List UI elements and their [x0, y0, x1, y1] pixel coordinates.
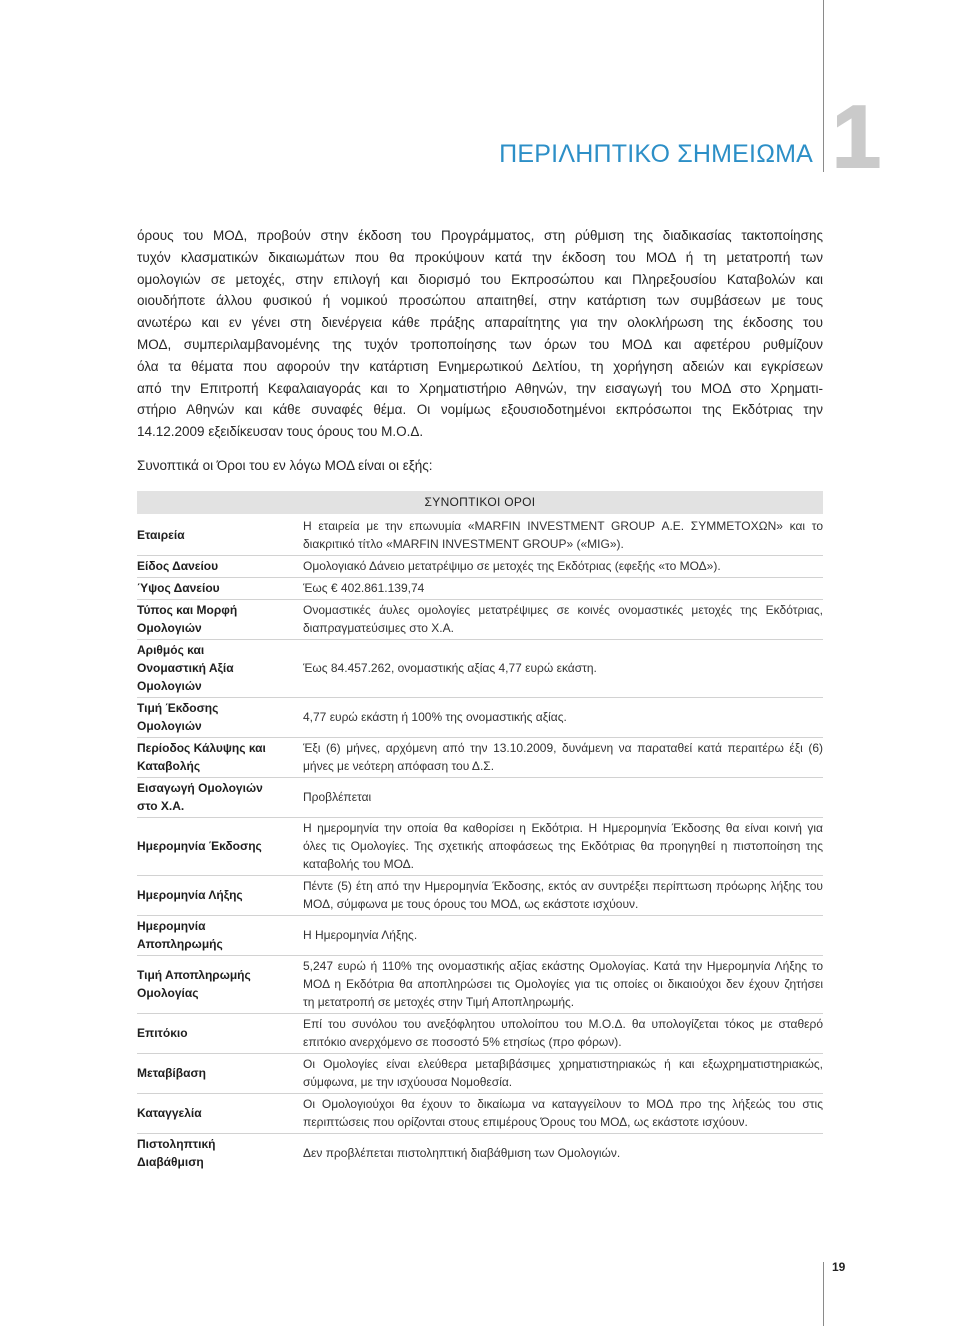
term-value-line: Η εταιρεία με την επωνυμία «MARFIN INVESTMENT GROUP Α.Ε. ΣΥΜΜΕΤΟΧΩΝ» και το [303, 519, 823, 534]
term-label-line: Ύψος Δανείου [137, 581, 220, 596]
term-value-line: Δεν προβλέπεται πιστοληπτική διαβάθμιση των Ομολογιών. [303, 1146, 621, 1161]
terms-row-repayment-price [137, 956, 823, 1014]
term-label-line: Τιμή Αποπληρωμής [137, 968, 251, 983]
term-label [137, 699, 303, 735]
intro-line: οιουδήποτε άλλου φυσικού ή νομικού προσώπου απαιτηθεί, στην κατάρτιση των συμβάσεων με τους [137, 293, 823, 309]
terms-row-issue-date [137, 818, 823, 876]
term-value-line: 5,247 ευρώ ή 110% της ονομαστικής αξίας εκάστης Ομολογίας. Κατά την Ημερομηνία Λήξης το [303, 959, 823, 974]
term-label [137, 557, 303, 575]
term-value [303, 601, 823, 637]
term-value-line: 4,77 ευρώ εκάστη ή 100% της ονομαστικής αξίας. [303, 710, 567, 725]
term-value [303, 926, 823, 944]
terms-row-interest-rate [137, 1014, 823, 1054]
term-value [303, 557, 823, 575]
term-value [303, 1015, 823, 1051]
terms-row-loan-type [137, 556, 823, 578]
term-value-line: Επί του συνόλου του ανεξόφλητου υπολοίπου του Μ.Ο.Δ. θα υπολογίζεται τόκος με σταθερό [303, 1017, 823, 1032]
term-value-line: σύμφωνα, με την ισχύουσα Νομοθεσία. [303, 1075, 513, 1090]
term-value-line: Έως 84.457.262, ονομαστικής αξίας 4,77 ευρώ εκάστη. [303, 661, 597, 676]
term-value-line: Οι Ομολογίες είναι ελεύθερα μεταβιβάσιμες χρηματιστηριακώς ή και εξωχρηματιστηριακώς, [303, 1057, 823, 1072]
terms-table [137, 516, 823, 1174]
intro-line: από την Επιτροπή Κεφαλαιαγοράς και το Χρηματιστήριο Αθηνών, την εισαγωγή του ΜΟΔ στο Χρηματι- [137, 380, 823, 396]
term-label-line: Καταβολής [137, 759, 201, 774]
term-label-line: Περίοδος Κάλυψης και [137, 741, 266, 756]
term-label [137, 1135, 303, 1171]
term-label [137, 1024, 303, 1042]
terms-table-heading: ΣΥΝΟΠΤΙΚΟΙ ΟΡΟΙ [137, 491, 823, 514]
term-label [137, 886, 303, 904]
term-label-line: Επιτόκιο [137, 1026, 188, 1041]
page-content [137, 225, 823, 1174]
term-value [303, 877, 823, 913]
margin-rule-bottom [823, 1262, 824, 1326]
term-label-line: Ομολογιών [137, 621, 202, 636]
term-value [303, 819, 823, 873]
page-number: 19 [832, 1260, 846, 1274]
term-label [137, 601, 303, 637]
term-label-line: Αποπληρωμής [137, 937, 223, 952]
term-value [303, 788, 823, 806]
term-label-line: Ημερομηνία Λήξης [137, 888, 243, 903]
term-label [137, 739, 303, 775]
term-value-line: Έως € 402.861.139,74 [303, 581, 425, 596]
term-value [303, 957, 823, 1011]
term-label-line: Καταγγελία [137, 1106, 202, 1121]
term-value-line: διαπραγματεύσιμες στο Χ.Α. [303, 621, 454, 636]
term-value-line: διακριτικό τίτλο «MARFIN INVESTMENT GROUP» («MIG»). [303, 537, 624, 552]
section-title: ΠΕΡΙΛΗΠΤΙΚΟ ΣΗΜΕΙΩΜΑ [499, 140, 813, 168]
term-label [137, 1064, 303, 1082]
term-label [137, 917, 303, 953]
term-label-line: στο Χ.Α. [137, 799, 185, 814]
term-value-line: επιτόκιο ανερχόμενο σε ποσοστό 5% ετησίως (προ φόρων). [303, 1035, 622, 1050]
summary-intro: Συνοπτικά οι Όροι του εν λόγω ΜΟΔ είναι οι εξής: [137, 457, 433, 473]
term-label-line: Ονομαστική Αξία [137, 661, 234, 676]
term-value [303, 739, 823, 775]
term-value-line: Έξι (6) μήνες, αρχόμενη από την 13.10.2009, δυνάμενη να παραταθεί κατά περαιτέρω έξι (6) [303, 741, 823, 756]
intro-line: όρους του ΜΟΔ, προβούν στην έκδοση του Προγράμματος, στη ρύθμιση της διαδικασίας τακτοποίησης [137, 228, 823, 243]
term-label-line: Τιμή Έκδοσης [137, 701, 219, 716]
term-value [303, 1144, 823, 1162]
intro-line: ομολογιών σε μετοχές, στην επιλογή και διορισμό του Εκπροσώπου και Πληρεξουσίου Καταβολών και [137, 271, 823, 287]
term-value [303, 517, 823, 553]
term-value [303, 579, 823, 597]
term-label-line: Ομολογιών [137, 719, 202, 734]
terms-row-bond-type [137, 600, 823, 640]
term-label-line: Αριθμός και [137, 643, 205, 658]
term-value-line: όλες τις Ομολογίες. Της σχετικής αποφάσεως της Εκδότριας θα προηγηθεί η πιστοποίηση της [303, 839, 823, 854]
term-label-line: Ημερομηνία Έκδοσης [137, 839, 262, 854]
term-value-line: Οι Ομολογιούχοι θα έχουν το δικαίωμα να καταγγείλουν το ΜΟΔ προ της λήξεώς του στις [303, 1097, 823, 1112]
term-value [303, 708, 823, 726]
term-label-line: Πιστοληπτική [137, 1137, 216, 1152]
terms-row-issue-price [137, 698, 823, 738]
term-label [137, 779, 303, 815]
terms-row-subscription-period [137, 738, 823, 778]
term-label [137, 1104, 303, 1122]
term-label-line: Ομολογίας [137, 986, 199, 1001]
term-value-line: μήνες με νεότερη απόφαση του Δ.Σ. [303, 759, 495, 774]
term-value-line: ΜΟΔ, σύμφωνα με τους όρους του ΜΟΔ, ως εκάστοτε ισχύουν. [303, 897, 639, 912]
term-label-line: Ομολογιών [137, 679, 202, 694]
term-label [137, 837, 303, 855]
term-value-line: Ομολογιακό Δάνειο μετατρέψιμο σε μετοχές της Εκδότριας (εφεξής «το ΜΟΔ»). [303, 559, 721, 574]
intro-line: όλα τα θέματα που αφορούν την κατάρτιση Ενημερωτικού Δελτίου, τη χορήγηση αδειών και εγκρίσεων [137, 358, 823, 374]
terms-row-transfer [137, 1054, 823, 1094]
intro-paragraph [137, 225, 823, 443]
term-label-line: Είδος Δανείου [137, 559, 219, 574]
term-label-line: Μεταβίβαση [137, 1066, 206, 1081]
term-label-line: Διαβάθμιση [137, 1155, 204, 1170]
term-value-line: ΜΟΔ η Εκδότρια θα αποπληρώσει τις Ομολογίες για τις οποίες οι δικαιούχοι δεν έχουν ζητήσει [303, 977, 823, 992]
terms-row-company [137, 516, 823, 556]
term-label [137, 579, 303, 597]
term-label-line: Τύπος και Μορφή [137, 603, 238, 618]
terms-row-credit-rating [137, 1134, 823, 1174]
section-number: 1 [832, 87, 881, 186]
intro-line: ΜΟΔ, συμπεριλαμβανομένης της τυχόν τροποποίησης των όρων του ΜΟΔ και αφετέρου ρυθμίζουν [137, 336, 823, 352]
term-value-line: Η Ημερομηνία Λήξης. [303, 928, 418, 943]
term-value-line: καταβολής του ΜΟΔ. [303, 857, 415, 872]
term-value-line: περιπτώσεις που ορίζονται στους επιμέρους Όρους του ΜΟΔ, ως εκάστοτε ισχύουν. [303, 1115, 748, 1130]
intro-line: στήριο Αθηνών και κάθε συναφές θέμα. Οι νομίμως εξουσιοδοτημένοι εκπρόσωποι της Εκδότριας την [137, 402, 823, 418]
intro-line: τυχόν κλασματικών δικαιωμάτων που θα προκύψουν κατά την έκδοση του ΜΟΔ ή τη μετατροπή των [137, 249, 823, 265]
term-value-line: Προβλέπεται [303, 790, 372, 805]
intro-line: 14.12.2009 εξειδίκευσαν τους όρους του Μ.Ο.Δ. [137, 424, 424, 440]
terms-row-repayment-date [137, 916, 823, 956]
term-value-line: Η ημερομηνία την οποία θα καθορίσει η Εκδότρια. Η Ημερομηνία Έκδοσης θα είναι κοινή για [303, 821, 823, 836]
term-label-line: Εισαγωγή Ομολογιών [137, 781, 263, 796]
term-label [137, 641, 303, 695]
term-value [303, 1055, 823, 1091]
term-value-line: Πέντε (5) έτη από την Ημερομηνία Έκδοσης, εκτός αν συντρέξει περίπτωση πρόωρης λήξης του [303, 879, 823, 894]
terms-row-loan-amount [137, 578, 823, 600]
terms-row-bond-number-nominal-value [137, 640, 823, 698]
term-value-line: τη μετατροπή σε μετοχές στην Τιμή Αποπληρωμής. [303, 995, 575, 1010]
term-label-line: Εταιρεία [137, 528, 185, 543]
term-value [303, 1095, 823, 1131]
term-label [137, 526, 303, 544]
margin-rule-top [823, 0, 824, 172]
terms-row-listing [137, 778, 823, 818]
terms-row-termination [137, 1094, 823, 1134]
term-value-line: Ονομαστικές άυλες ομολογίες μετατρέψιμες σε κοινές ονομαστικές μετοχές της Εκδότριας, [303, 603, 823, 618]
term-label-line: Ημερομηνία [137, 919, 206, 934]
intro-line: ανωτέρω και εν γένει στη διενέργεια κάθε πράξης απαραίτητης για την ολοκλήρωση της έκδοσης του [137, 315, 823, 331]
term-label [137, 966, 303, 1002]
term-value [303, 659, 823, 677]
terms-row-maturity-date [137, 876, 823, 916]
